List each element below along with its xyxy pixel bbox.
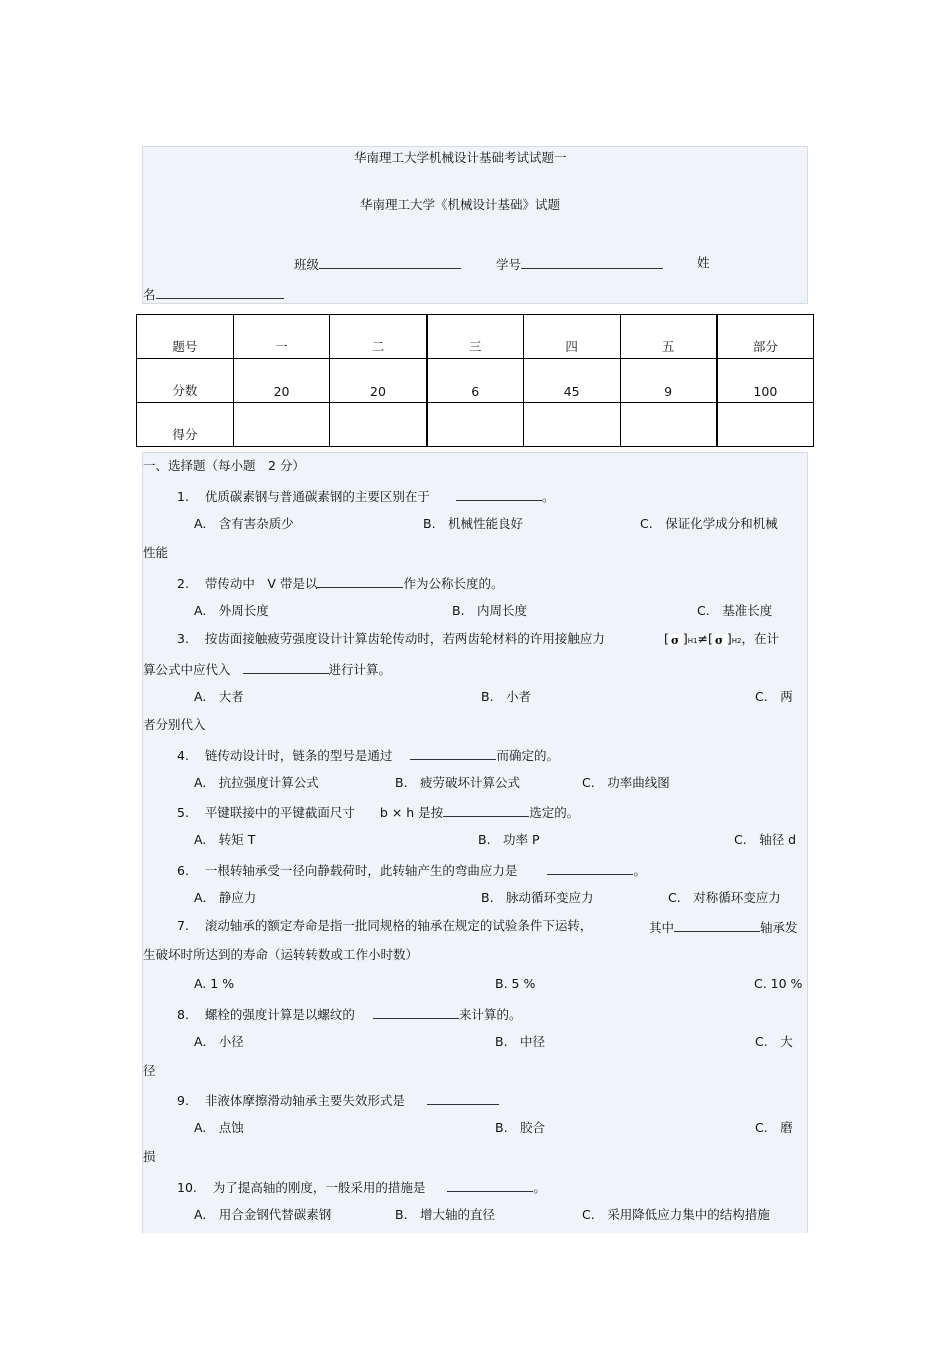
option-a[interactable]: A. 含有害杂质少	[194, 516, 294, 531]
score-input-cell[interactable]	[330, 403, 427, 447]
question-text: 螺栓的强度计算是以螺纹的	[204, 1007, 355, 1022]
table-cell: 20	[233, 359, 330, 403]
option-a[interactable]: A. 静应力	[194, 890, 257, 905]
document-title: 华南理工大学机械设计基础考试试题一	[354, 150, 567, 165]
table-cell: 三	[427, 315, 524, 359]
question-text-tail: 来计算的。	[458, 1007, 522, 1022]
question-text: 带传动中 V 带是以	[204, 576, 318, 591]
sigma-icon	[713, 634, 727, 646]
score-input-cell[interactable]	[523, 403, 620, 447]
question-5	[177, 803, 579, 821]
option-wrap-text: 损	[143, 1149, 156, 1164]
option-c[interactable]: C. 功率曲线图	[582, 775, 670, 790]
svg-text:σ: σ	[714, 633, 723, 646]
student-id-label: 学号	[496, 257, 522, 272]
question-3	[177, 631, 605, 647]
option-b[interactable]: B. 中径	[495, 1034, 546, 1049]
option-a[interactable]: A. 外周长度	[194, 603, 269, 618]
answer-blank[interactable]	[243, 660, 329, 674]
score-input-cell[interactable]	[717, 403, 814, 447]
table-cell: 四	[523, 315, 620, 359]
question-text: 滚动轴承的额定寿命是指一批同规格的轴承在规定的试验条件下运转，	[204, 918, 593, 933]
option-c[interactable]: C. 大	[755, 1034, 793, 1049]
question-number: 3.	[177, 631, 189, 646]
option-wrap-text: 者分别代入	[143, 717, 206, 732]
question-text: 平键联接中的平键截面尺寸 b × h 是按	[204, 805, 444, 820]
table-cell: 45	[523, 359, 620, 403]
option-b[interactable]: B. 胶合	[495, 1120, 546, 1135]
stress-formula: [ σ ]H1≠[ σ ]H2，在计	[664, 631, 779, 646]
table-cell: 题号	[137, 315, 234, 359]
question-text: 为了提高轴的刚度，一般采用的措施是	[212, 1180, 426, 1195]
table-cell: 部分	[717, 315, 814, 359]
table-cell: 一	[233, 315, 330, 359]
question-number: 5.	[177, 805, 189, 820]
question-text-tail: 而确定的。	[496, 748, 559, 763]
option-a[interactable]: A. 大者	[194, 689, 244, 704]
question-text: 链传动设计时，链条的型号是通过	[204, 748, 393, 763]
option-wrap-text: 性能	[143, 545, 169, 560]
option-a[interactable]: A. 点蚀	[194, 1120, 244, 1135]
header-panel	[142, 146, 808, 304]
option-c[interactable]: C. 保证化学成分和机械	[640, 516, 778, 531]
option-a[interactable]: A. 小径	[194, 1034, 244, 1049]
student-id-field	[496, 255, 663, 273]
table-cell: 分数	[137, 359, 234, 403]
exam-title: 华南理工大学《机械设计基础》试题	[360, 197, 561, 212]
table-cell: 100	[717, 359, 814, 403]
name-label-part2: 名	[143, 287, 156, 302]
question-7	[177, 918, 592, 934]
option-b[interactable]: B. 小者	[481, 689, 532, 704]
question-number: 1.	[177, 489, 189, 504]
option-a[interactable]: A. 转矩 T	[194, 832, 256, 847]
name-field	[143, 285, 284, 303]
question-number: 9.	[177, 1093, 189, 1108]
question-3-line2	[143, 660, 391, 678]
table-cell: 6	[427, 359, 524, 403]
option-c[interactable]: C. 磨	[755, 1120, 793, 1135]
option-b[interactable]: B. 内周长度	[452, 603, 528, 618]
table-cell: 二	[330, 315, 427, 359]
answer-blank[interactable]	[427, 1091, 499, 1105]
question-text-tail: 。	[633, 863, 646, 878]
score-input-cell[interactable]	[427, 403, 524, 447]
student-id-blank[interactable]	[521, 255, 663, 269]
question-number: 6.	[177, 863, 189, 878]
question-text-tail: 。	[541, 489, 555, 504]
question-text-tail: 作为公称长度的。	[403, 576, 504, 591]
option-b[interactable]: B. 疲劳破坏计算公式	[395, 775, 521, 790]
answer-blank[interactable]	[456, 487, 542, 501]
question-10	[177, 1178, 546, 1196]
option-b[interactable]: B. 5 %	[495, 976, 536, 991]
question-8	[177, 1005, 521, 1023]
option-b[interactable]: B. 功率 P	[478, 832, 540, 847]
question-number: 8.	[177, 1007, 189, 1022]
answer-blank[interactable]	[373, 1005, 459, 1019]
option-b[interactable]: B. 机械性能良好	[423, 516, 524, 531]
question-1	[177, 487, 554, 505]
question-number: 2.	[177, 576, 189, 591]
table-cell: 得分	[137, 403, 234, 447]
answer-blank[interactable]	[317, 574, 403, 588]
question-text: 非液体摩擦滑动轴承主要失效形式是	[204, 1093, 405, 1108]
question-6	[177, 861, 646, 879]
table-points-row	[137, 359, 814, 403]
option-a[interactable]: A. 抗拉强度计算公式	[194, 775, 319, 790]
question-4	[177, 746, 559, 764]
score-table	[136, 314, 814, 447]
option-wrap-text: 径	[143, 1063, 156, 1078]
question-7-line2: 生破坏时所达到的寿命（运转转数或工作小时数）	[143, 947, 419, 962]
answer-blank[interactable]	[410, 746, 496, 760]
name-blank[interactable]	[156, 285, 284, 299]
question-text-mid: 其中	[649, 920, 675, 935]
table-header-row	[137, 315, 814, 359]
option-c[interactable]: C. 采用降低应力集中的结构措施	[582, 1207, 770, 1222]
option-c[interactable]: C. 对称循环变应力	[668, 890, 781, 905]
answer-blank[interactable]	[547, 861, 633, 875]
option-c[interactable]: C. 轴径 d	[734, 832, 797, 847]
class-blank[interactable]	[319, 255, 461, 269]
option-b[interactable]: B. 增大轴的直径	[395, 1207, 496, 1222]
score-input-cell[interactable]	[233, 403, 330, 447]
question-text: 算公式中应代入	[143, 662, 231, 677]
question-text-tail: 。	[533, 1180, 546, 1195]
option-b[interactable]: B. 脉动循环变应力	[481, 890, 594, 905]
name-label-part1: 姓	[697, 255, 710, 270]
class-label: 班级	[294, 257, 320, 272]
answer-blank[interactable]	[443, 803, 529, 817]
section-title: 一、选择题（每小题 2 分）	[143, 458, 305, 473]
question-9	[177, 1091, 499, 1109]
table-cell: 20	[330, 359, 427, 403]
question-7-end	[649, 918, 798, 936]
svg-text:σ: σ	[670, 633, 680, 646]
class-field	[294, 255, 461, 273]
sigma-icon	[669, 634, 683, 646]
question-number: 4.	[177, 748, 189, 763]
question-number: 10.	[177, 1180, 197, 1195]
option-c[interactable]: C. 两	[755, 689, 793, 704]
table-cell: 9	[620, 359, 717, 403]
answer-blank[interactable]	[674, 918, 760, 932]
score-input-cell[interactable]	[620, 403, 717, 447]
option-c[interactable]: C. 基准长度	[697, 603, 773, 618]
option-c[interactable]: C. 10 %	[754, 976, 803, 991]
question-text: 优质碳素钢与普通碳素钢的主要区别在于	[204, 489, 430, 504]
question-text-tail: 选定的。	[529, 805, 580, 820]
question-text: 按齿面接触疲劳强度设计计算齿轮传动时，若两齿轮材料的许用接触应力	[204, 631, 605, 646]
question-text-tail: 进行计算。	[328, 662, 392, 677]
question-text: 一根转轴承受一径向静载荷时，此转轴产生的弯曲应力是	[204, 863, 518, 878]
answer-blank[interactable]	[447, 1178, 533, 1192]
question-2	[177, 574, 503, 592]
table-cell: 五	[620, 315, 717, 359]
option-a[interactable]: A. 1 %	[194, 976, 235, 991]
option-a[interactable]: A. 用合金钢代替碳素钢	[194, 1207, 332, 1222]
table-score-row	[137, 403, 814, 447]
question-number: 7.	[177, 918, 189, 933]
question-text-tail: 轴承发	[760, 920, 798, 935]
